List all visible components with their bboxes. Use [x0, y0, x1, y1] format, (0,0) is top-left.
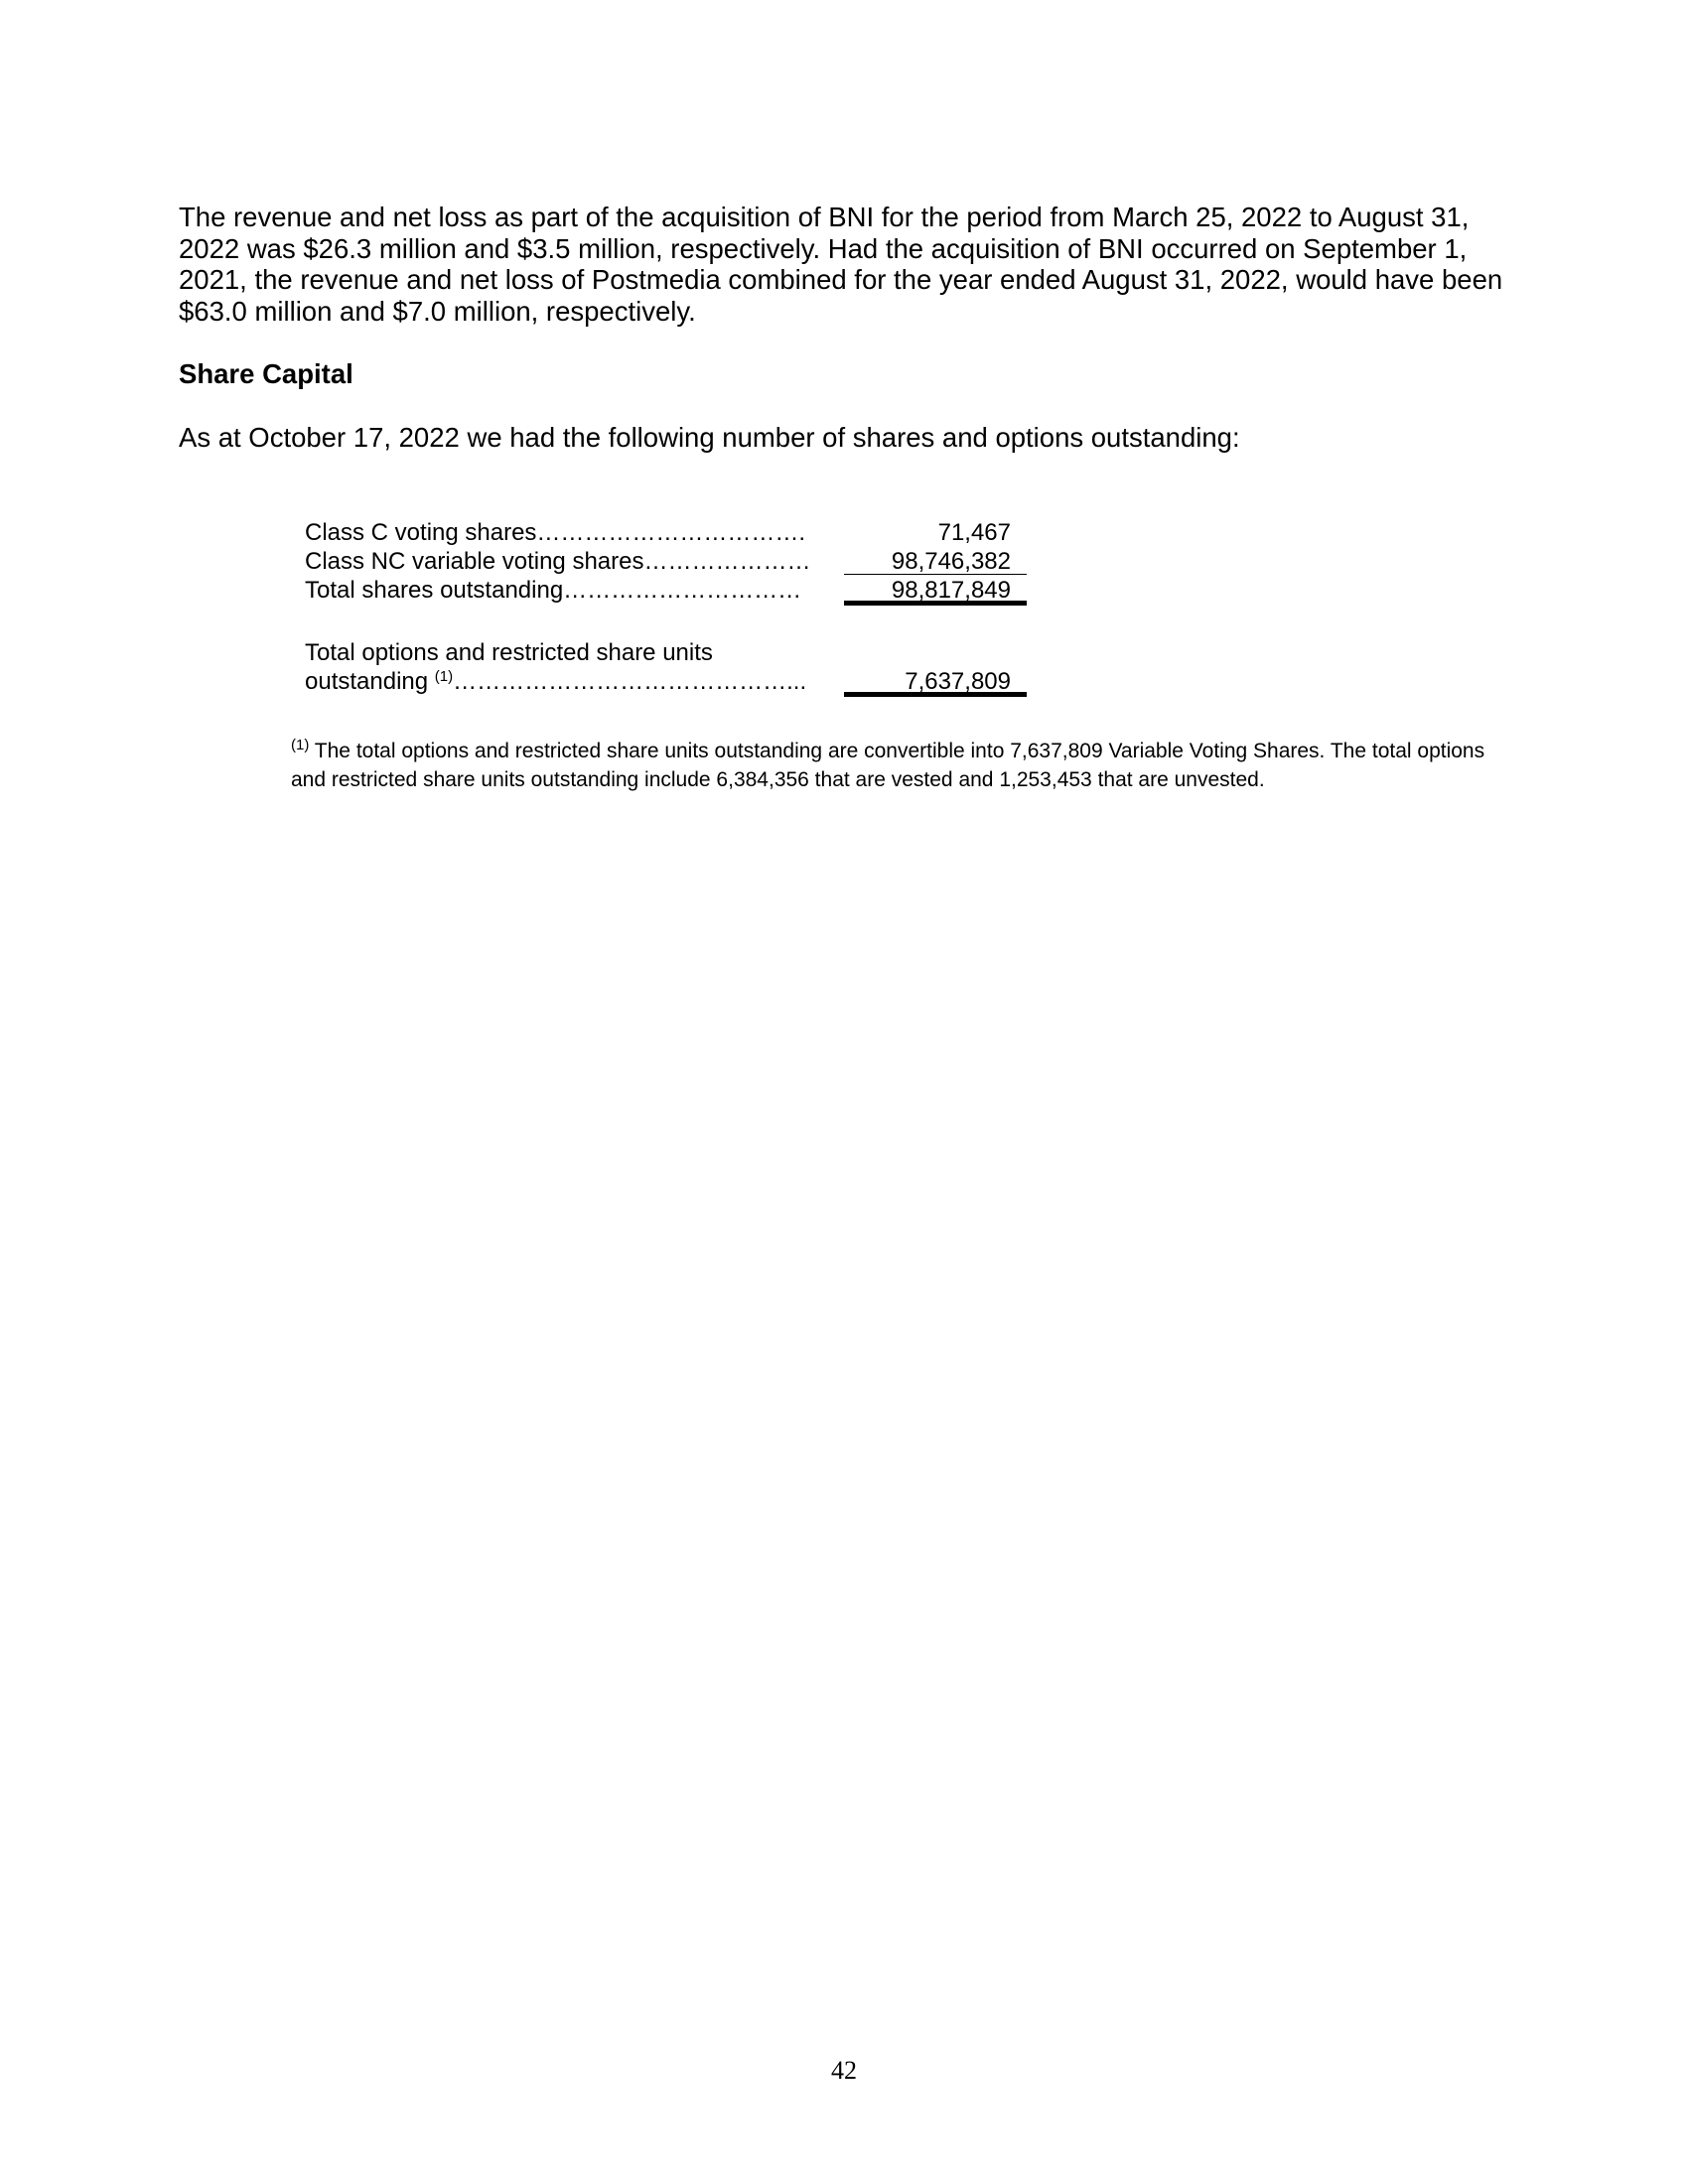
- subtotal-underline: [844, 574, 1027, 575]
- as-at-paragraph: As at October 17, 2022 we had the following number of shares and options outstanding:: [179, 422, 1240, 453]
- row-label-group: [305, 667, 806, 696]
- row-value: 7,637,809: [905, 668, 1011, 695]
- footnote-marker: (1): [291, 737, 310, 753]
- row-value: 98,817,849: [891, 577, 1011, 604]
- footnote: [291, 737, 1512, 794]
- row-label: Total options and restricted share units: [305, 639, 713, 666]
- page-number: 42: [831, 2056, 857, 2085]
- row-label: Total shares outstanding…………………………: [305, 577, 802, 604]
- row-value: 71,467: [937, 519, 1011, 546]
- leader-dots: ……………………………………...: [453, 668, 807, 695]
- row-label: Class C voting shares…………………………….: [305, 519, 806, 546]
- section-heading: Share Capital: [179, 358, 353, 389]
- total-underline: [844, 601, 1027, 606]
- options-underline: [844, 692, 1027, 697]
- footnote-marker: (1): [434, 668, 454, 685]
- table-row-class-c: [305, 518, 1030, 547]
- row-label: Class NC variable voting shares…………………: [305, 548, 811, 575]
- table-row-class-nc: [305, 547, 1030, 576]
- row-label: outstanding: [305, 668, 429, 695]
- footnote-text: The total options and restricted share units outstanding are convertible into 7,637,809 Variable Voting Shares. The total options and restricted share units outstanding include 6,384,356 that are vested and 1,253,453 that are unvested.: [291, 740, 1485, 791]
- table-row-options-label: [305, 638, 1030, 667]
- acquisition-paragraph: The revenue and net loss as part of the acquisition of BNI for the period from March 25, 2022 to August 31, 2022 was $26.3 million and $3.5 million, respectively. Had the acquisition of BNI occurred on September 1, 2021, the revenue and net loss of Postmedia combined for the year ended August 31, 2022, would have been $63.0 million and $7.0 million, respectively.: [179, 202, 1503, 327]
- row-value: 98,746,382: [891, 548, 1011, 575]
